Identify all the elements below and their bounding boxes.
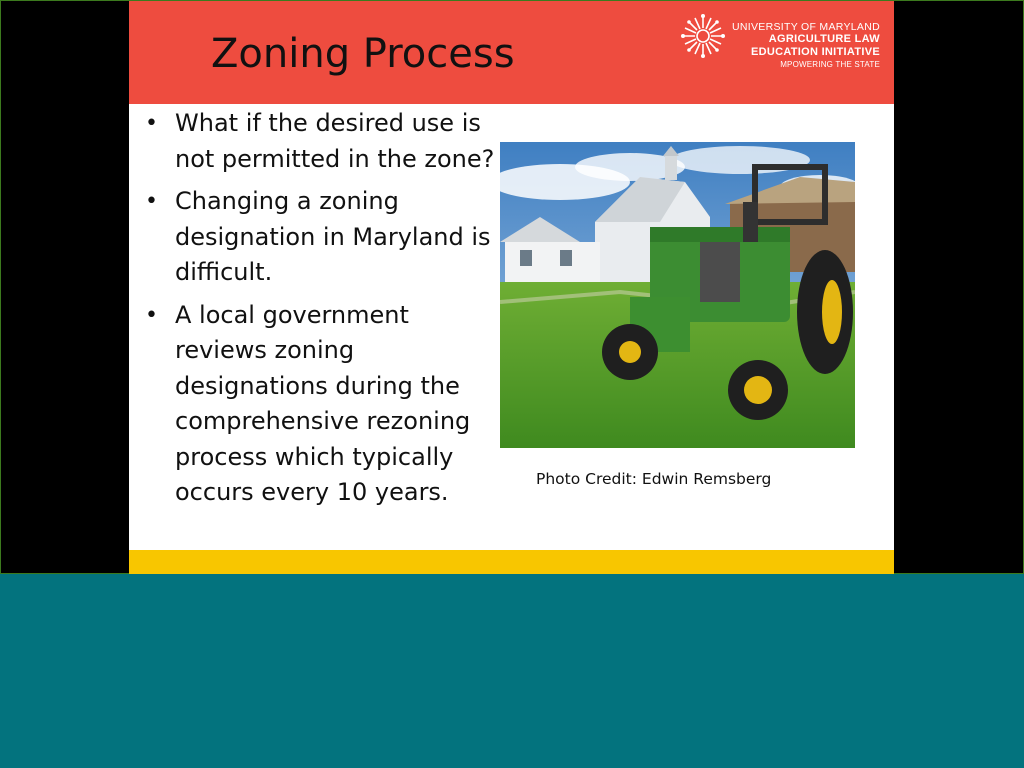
logo-line-tagline: MPOWERING THE STATE xyxy=(780,60,880,69)
logo-line-agriculture-law: AGRICULTURE LAW xyxy=(768,33,880,45)
logo-line-education-initiative: EDUCATION INITIATIVE xyxy=(750,46,880,58)
slide-header xyxy=(129,1,894,104)
bullet-list xyxy=(145,106,497,518)
starburst-logo-icon xyxy=(680,13,726,59)
bullet-item: • A local government reviews zoning designations during the comprehensive rezoning process which typically occurs every 10 years. xyxy=(145,298,497,511)
slide xyxy=(129,1,894,574)
logo-line-university: UNIVERSITY OF MARYLAND xyxy=(732,21,880,33)
bullet-item: • Changing a zoning designation in Maryland is difficult. xyxy=(145,184,497,291)
player-controls-area xyxy=(0,574,1024,768)
tractor-photo xyxy=(500,142,855,448)
photo-credit: Photo Credit: Edwin Remsberg xyxy=(536,470,772,488)
bullet-item: • What if the desired use is not permitted in the zone? xyxy=(145,106,497,177)
slide-title: Zoning Process xyxy=(211,31,515,77)
slide-footer-bar xyxy=(129,550,894,574)
university-logo xyxy=(680,13,880,73)
